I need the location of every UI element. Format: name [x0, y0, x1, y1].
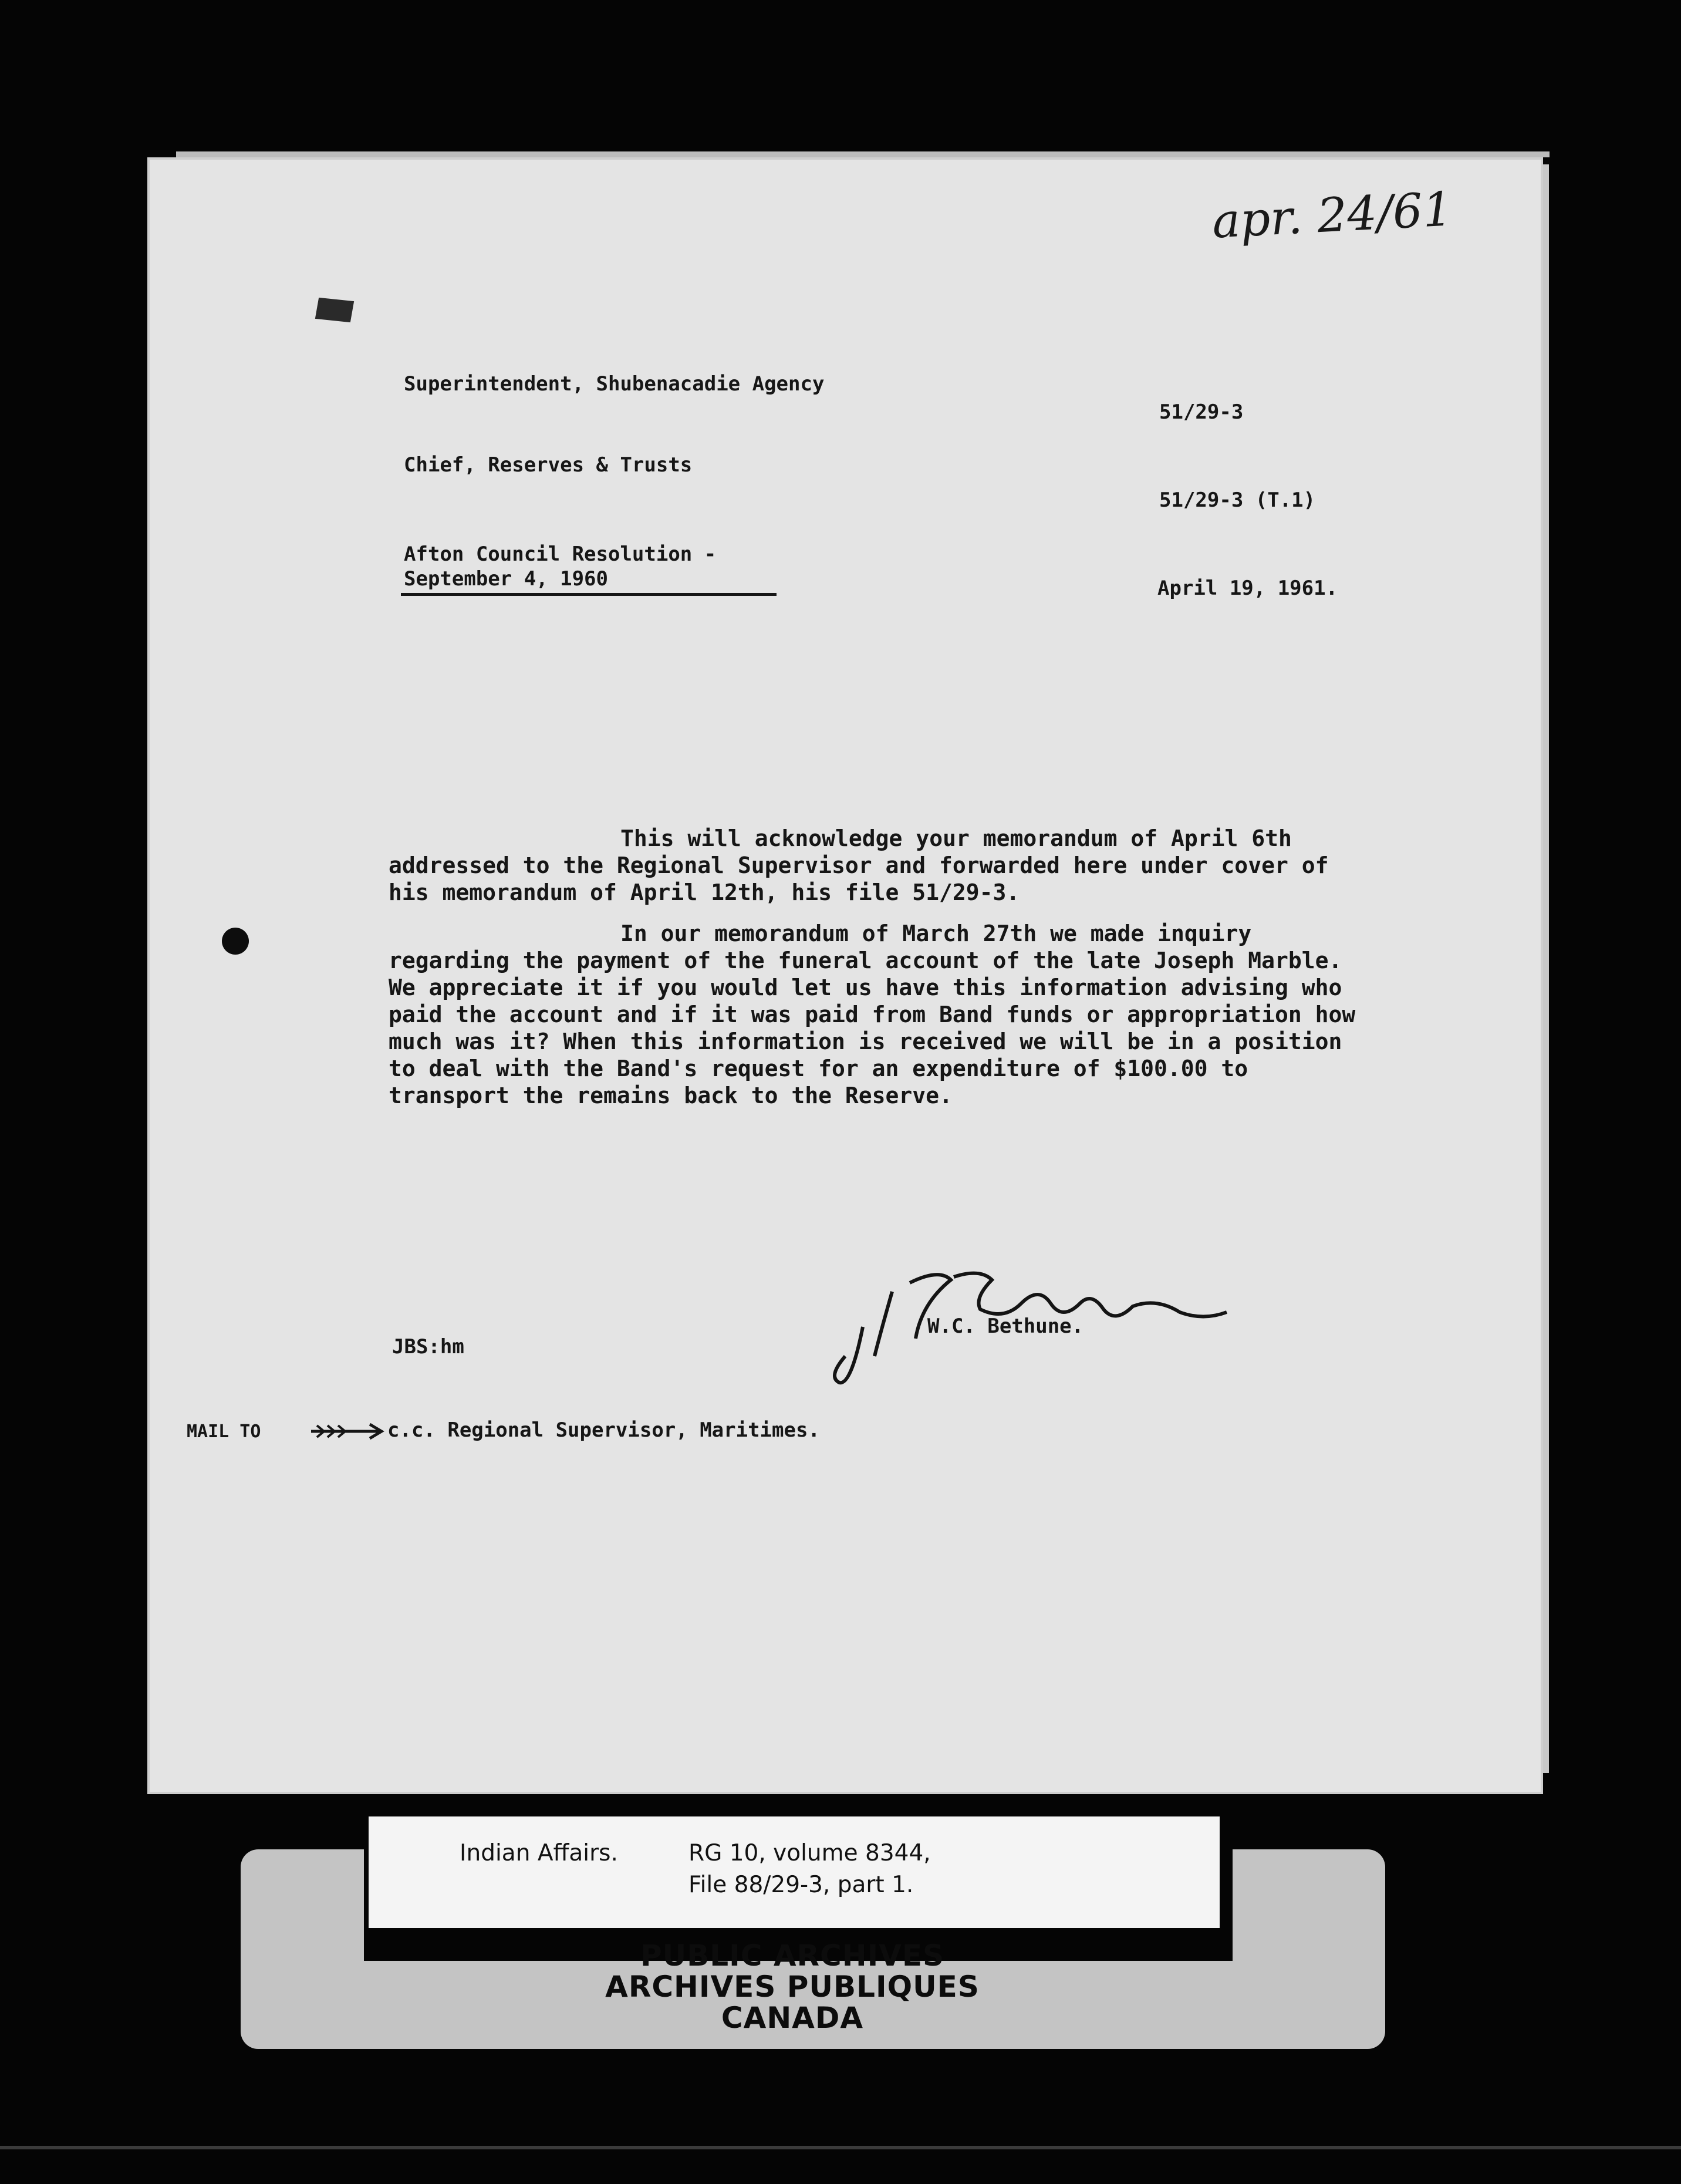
typist-initials: JBS:hm: [392, 1335, 464, 1359]
handwritten-date-note: apr. 24/61: [1210, 181, 1454, 249]
archive-reference-line-2: File 88/29-3, part 1.: [688, 1872, 914, 1898]
archive-collection: Indian Affairs.: [460, 1840, 618, 1866]
archive-reference-line-1: RG 10, volume 8344,: [688, 1840, 931, 1866]
page-top-edge: [176, 151, 1550, 157]
public-archives-stamp: [364, 1940, 1221, 2034]
memo-body: [389, 825, 1375, 1123]
mail-to-stamp: MAIL TO: [187, 1421, 261, 1442]
body-paragraph-1: This will acknowledge your memorandum of April 6th addressed to the Regional Supervisor and forwarded here under cover of his memorandum of April 12th, his file 51/29-3.: [389, 825, 1329, 905]
memo-to: Superintendent, Shubenacadie Agency: [404, 372, 825, 396]
memo-from: Chief, Reserves & Trusts: [404, 453, 693, 477]
typed-signature-name: W.C. Bethune.: [927, 1315, 1084, 1338]
page-right-edge: [1541, 164, 1549, 1773]
archive-stamp-line-2: ARCHIVES PUBLIQUES: [605, 1970, 980, 2004]
archive-stamp-line-3: CANADA: [721, 2001, 864, 2035]
archive-stamp-line-1: PUBLIC ARCHIVES: [640, 1939, 945, 1973]
cc-distribution: c.c. Regional Supervisor, Maritimes.: [387, 1418, 820, 1442]
memo-date: April 19, 1961.: [1157, 577, 1338, 600]
memo-file-ref-from: 51/29-3 (T.1): [1159, 488, 1316, 512]
punch-hole: [222, 928, 249, 955]
bottom-rule: [0, 2146, 1681, 2149]
memo-subject-line-2: September 4, 1960: [404, 567, 608, 591]
archive-reference-label: [369, 1816, 1220, 1928]
body-paragraph-2: In our memorandum of March 27th we made inquiry regarding the payment of the funeral account of the late Joseph Marble. We appreciate it if you would let us have this information advising who paid the account and if it was paid from Band funds or appropriation how much was it? When this information is received we will be in a position to deal with the Band's request for an expenditure of $100.00 to transport the remains back to the Reserve.: [389, 921, 1356, 1108]
subject-underline: [401, 593, 777, 596]
memo-file-ref-to: 51/29-3: [1159, 400, 1244, 424]
memo-subject-line-1: Afton Council Resolution -: [404, 542, 717, 566]
paper-clip-mark: [315, 298, 354, 322]
arrow-icon: [311, 1422, 387, 1441]
